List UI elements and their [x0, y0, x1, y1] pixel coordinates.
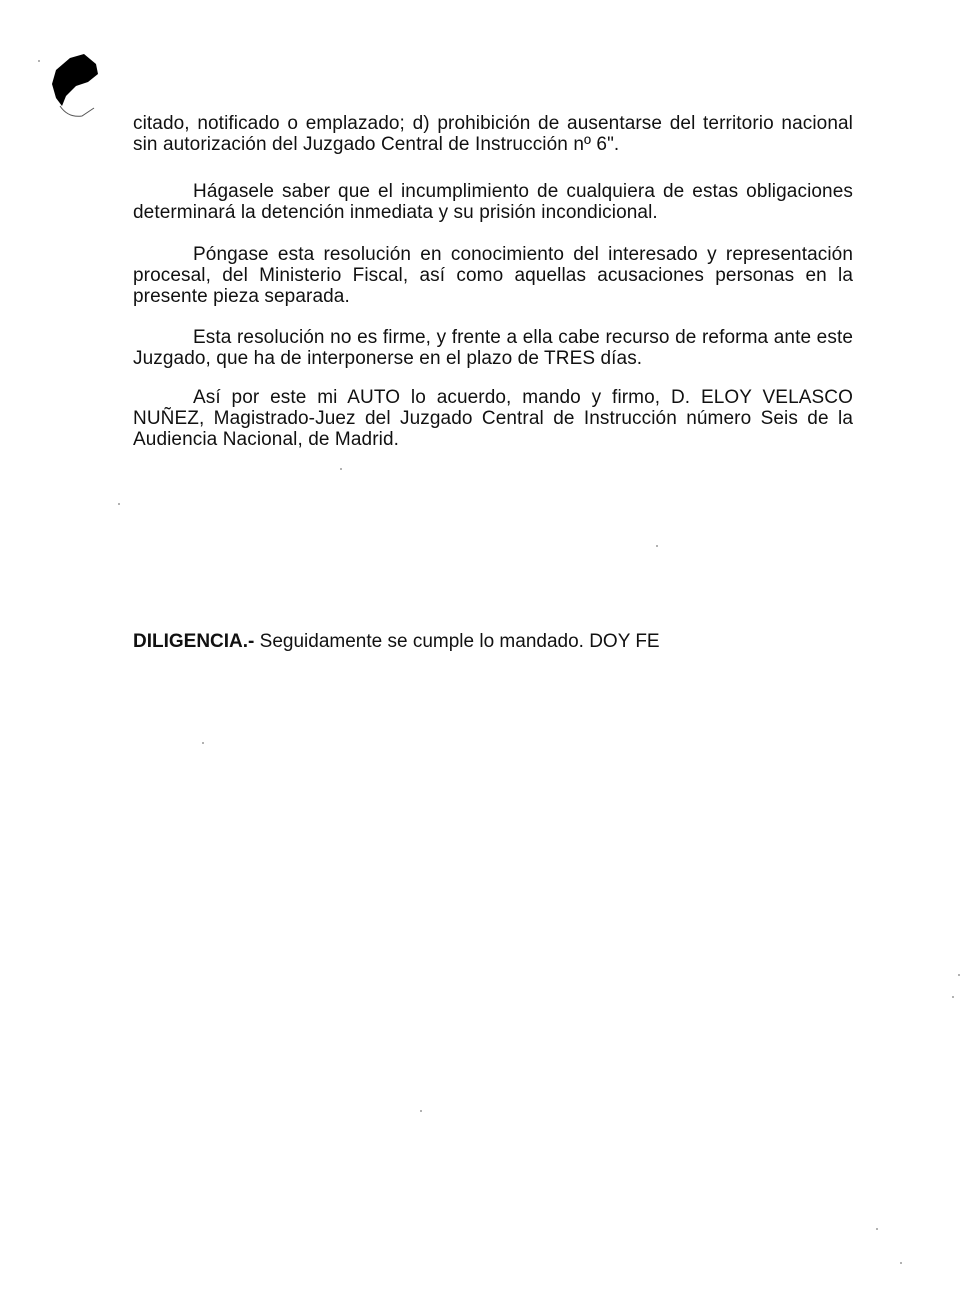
paragraph-text: Póngase esta resolución en conocimiento del interesado y representación procesal, del Ministerio Fiscal, así como aquellas acusaciones personas en la presente pieza separada.: [133, 244, 853, 307]
paragraph-text: citado, notificado o emplazado; d) prohibición de ausentarse del territorio nacional sin autorización del Juzgado Central de Instrucción nº 6".: [133, 113, 853, 155]
scan-speck: [420, 1110, 422, 1112]
paragraph-text: Esta resolución no es firme, y frente a ella cabe recurso de reforma ante este Juzgado, que ha de interponerse en el plazo de TRES días.: [133, 327, 853, 369]
scan-speck: [958, 974, 960, 976]
paragraph-signature: [133, 387, 853, 450]
paragraph-obligations-end: [133, 113, 853, 155]
scan-speck: [876, 1228, 878, 1230]
paragraph-text: Hágasele saber que el incumplimiento de cualquiera de estas obligaciones determinará la detención inmediata y su prisión incondicional.: [133, 181, 853, 223]
scan-speck: [340, 468, 342, 470]
scan-speck: [900, 1262, 902, 1264]
paragraph-text: Así por este mi AUTO lo acuerdo, mando y firmo, D. ELOY VELASCO NUÑEZ, Magistrado-Juez del Juzgado Central de Instrucción número Seis de la Audiencia Nacional, de Madrid.: [133, 387, 853, 450]
scan-speck: [202, 742, 204, 744]
scan-speck: [38, 60, 40, 62]
scan-speck: [952, 996, 954, 998]
punch-hole-mark: [48, 48, 108, 128]
paragraph-notification: [133, 244, 853, 307]
paragraph-notice: [133, 181, 853, 223]
diligencia-label: DILIGENCIA.-: [133, 631, 255, 652]
diligencia-line: [133, 631, 853, 652]
scan-speck: [118, 503, 120, 505]
paragraph-appeal: [133, 327, 853, 369]
scan-speck: [656, 545, 658, 547]
diligencia-text: Seguidamente se cumple lo mandado. DOY FE: [254, 631, 660, 652]
